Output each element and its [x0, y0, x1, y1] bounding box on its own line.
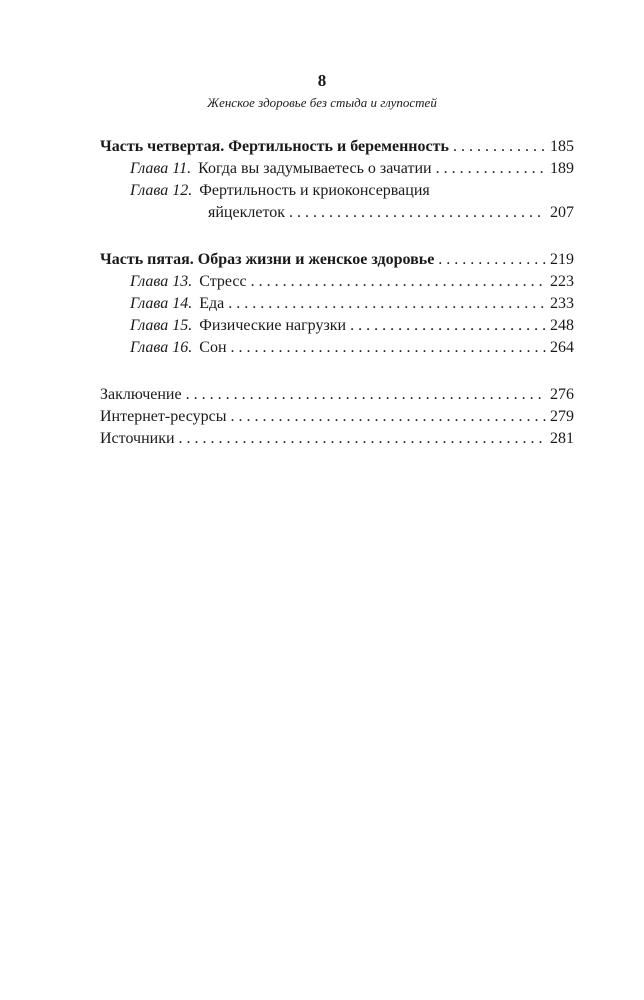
- dot-leader: [453, 136, 546, 158]
- toc-entry-page: 219: [550, 251, 574, 268]
- dot-leader: [228, 293, 546, 315]
- dot-leader: [251, 271, 546, 293]
- dot-leader: [231, 337, 547, 359]
- toc-section-part-5: [100, 249, 574, 359]
- chapter-number: Глава 15.: [130, 317, 193, 334]
- page-number: 8: [317, 71, 327, 90]
- toc-entry-sources[interactable]: [100, 428, 574, 450]
- chapter-number: Глава 14.: [130, 295, 193, 312]
- toc-entry-title: Заключение: [100, 386, 182, 403]
- dot-leader: [438, 249, 546, 271]
- toc-entry-part-4[interactable]: [100, 136, 574, 158]
- toc-entry-chapter-12-continuation[interactable]: [100, 202, 574, 224]
- toc-entry-title: Источники: [100, 430, 175, 447]
- toc-entry-conclusion[interactable]: [100, 384, 574, 406]
- dot-leader: [436, 158, 546, 180]
- toc-entry-page: 279: [550, 408, 574, 425]
- toc-entry-title: Сон: [199, 339, 227, 356]
- toc-entry-page: 281: [550, 430, 574, 447]
- toc-entry-title: Фертильность и криоконсервация: [199, 182, 430, 199]
- toc-section-back-matter: [100, 384, 574, 450]
- page-header: [0, 70, 644, 112]
- chapter-number: Глава 13.: [130, 273, 193, 290]
- toc-entry-chapter-13[interactable]: [100, 271, 574, 293]
- toc-entry-title: Стресс: [199, 273, 247, 290]
- toc-entry-title-continuation: яйцеклеток: [208, 204, 285, 221]
- table-of-contents: [100, 136, 574, 475]
- chapter-number: Глава 16.: [130, 339, 193, 356]
- toc-entry-page: 185: [550, 138, 574, 155]
- dot-leader: [289, 202, 546, 224]
- chapter-number: Глава 11.: [130, 160, 192, 177]
- toc-entry-title: Еда: [199, 295, 225, 312]
- dot-leader: [230, 406, 546, 428]
- toc-entry-page: 207: [550, 204, 574, 221]
- toc-entry-title: Физические нагрузки: [199, 317, 347, 334]
- toc-entry-title: Часть пятая. Образ жизни и женское здоровье: [100, 251, 435, 268]
- toc-entry-chapter-11[interactable]: [100, 158, 574, 180]
- running-title: Женское здоровье без стыда и глупостей: [207, 95, 437, 110]
- toc-section-part-4: [100, 136, 574, 224]
- toc-entry-chapter-14[interactable]: [100, 293, 574, 315]
- toc-entry-page: 189: [550, 160, 574, 177]
- toc-entry-title: Часть четвертая. Фертильность и беременность: [100, 138, 449, 155]
- toc-entry-chapter-16[interactable]: [100, 337, 574, 359]
- toc-entry-page: 223: [550, 273, 574, 290]
- toc-entry-page: 276: [550, 386, 574, 403]
- toc-entry-title: Когда вы задумываетесь о зачатии: [198, 160, 432, 177]
- toc-entry-internet-resources[interactable]: [100, 406, 574, 428]
- dot-leader: [179, 428, 546, 450]
- dot-leader: [350, 315, 546, 337]
- toc-entry-chapter-15[interactable]: [100, 315, 574, 337]
- toc-entry-chapter-12[interactable]: [100, 180, 574, 202]
- toc-entry-title: Интернет-ресурсы: [100, 408, 227, 425]
- toc-entry-page: 264: [550, 339, 574, 356]
- dot-leader: [186, 384, 546, 406]
- toc-entry-part-5[interactable]: [100, 249, 574, 271]
- toc-entry-page: 233: [550, 295, 574, 312]
- toc-entry-page: 248: [550, 317, 574, 334]
- chapter-number: Глава 12.: [130, 182, 193, 199]
